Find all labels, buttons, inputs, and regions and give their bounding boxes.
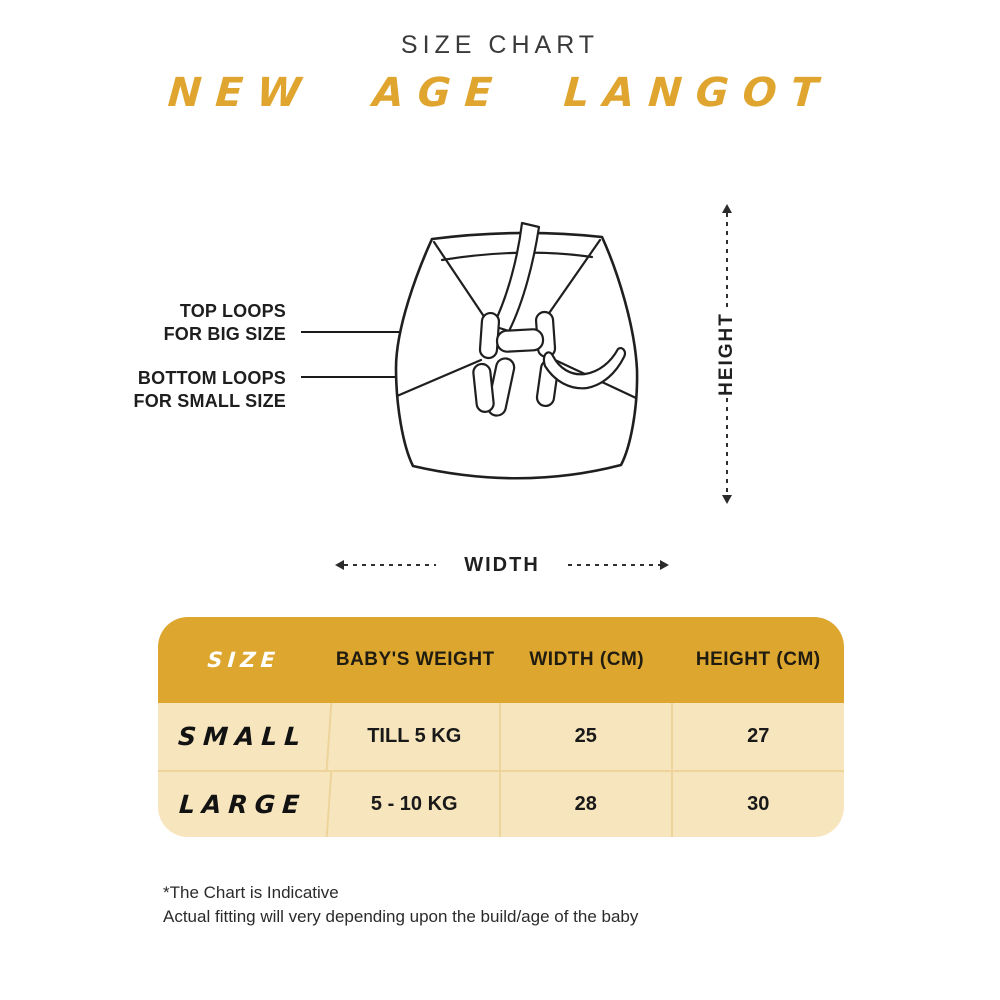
cell-weight-large: 5 - 10 KG	[330, 772, 502, 837]
cell-weight-small: TILL 5 KG	[330, 703, 502, 770]
langot-loop-bottom-left	[473, 363, 495, 413]
footnote-line1: *The Chart is Indicative	[163, 883, 339, 902]
height-arrow-up-icon	[722, 204, 732, 213]
cell-height-large: 30	[747, 793, 770, 815]
column-header-height: HEIGHT (CM)	[695, 649, 821, 670]
cell-height-small: 27	[747, 725, 770, 747]
height-dashed-line-top	[726, 213, 728, 310]
langot-knot	[497, 329, 544, 352]
width-dashed-line-left	[344, 564, 436, 566]
size-table-body	[158, 703, 844, 837]
cell-size-large: LARGE	[158, 772, 332, 837]
page-title: SIZE CHART	[400, 31, 600, 59]
size-table	[158, 617, 844, 837]
langot-loop-top-left	[479, 312, 499, 358]
callout-bottom-loops	[134, 367, 286, 413]
width-label: WIDTH	[464, 553, 540, 576]
column-header-weight: BABY'S WEIGHT	[335, 649, 495, 670]
width-dimension	[335, 554, 669, 576]
callout-top-loops-line2: FOR BIG SIZE	[163, 324, 286, 344]
callout-bottom-loops-line2: FOR SMALL SIZE	[133, 391, 286, 411]
height-arrow-down-icon	[722, 495, 732, 504]
width-dashed-line-right	[568, 564, 660, 566]
callout-top-loops-line1: TOP LOOPS	[179, 301, 286, 321]
table-row-large	[158, 770, 844, 837]
column-header-size: SIZE	[206, 648, 281, 672]
footnote-line2: Actual fitting will very depending upon the build/age of the baby	[163, 907, 639, 926]
cell-size-small: SMALL	[158, 703, 332, 770]
size-table-header	[158, 617, 844, 703]
height-dashed-line-bottom	[726, 398, 728, 495]
callout-bottom-loops-line1: BOTTOM LOOPS	[137, 368, 286, 388]
cell-width-large: 28	[501, 772, 673, 837]
height-dimension	[711, 204, 743, 504]
cell-width-small: 25	[501, 703, 673, 770]
langot-illustration	[375, 220, 660, 495]
width-arrow-left-icon	[335, 560, 344, 570]
height-label-wrap	[685, 310, 769, 398]
callout-top-loops	[164, 300, 286, 346]
product-name-title: NEW AGE LANGOT	[166, 70, 834, 116]
width-arrow-right-icon	[660, 560, 669, 570]
height-label: HEIGHT	[716, 312, 737, 396]
table-row-small	[158, 703, 844, 770]
column-header-width: WIDTH (CM)	[529, 649, 645, 670]
footnote	[163, 881, 638, 929]
